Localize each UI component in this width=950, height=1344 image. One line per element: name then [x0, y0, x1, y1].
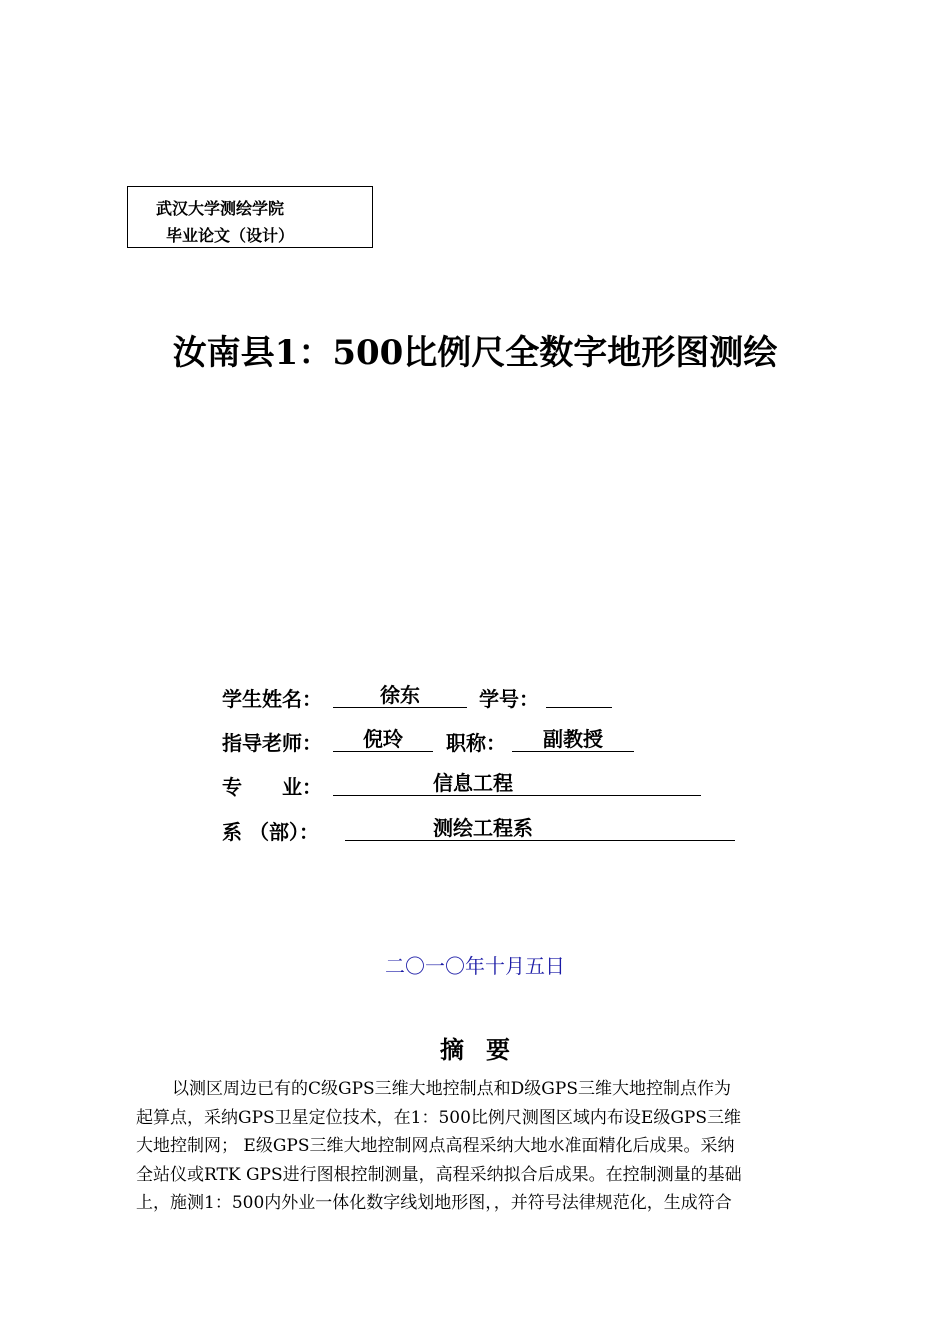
- advisor-label: 指导老师：: [222, 731, 322, 755]
- abstract-line: 以测区周边已有的C级GPS三维大地控制点和D级GPS三维大地控制点作为: [172, 1079, 731, 1099]
- abstract-line: 起算点，采纳GPS卫星定位技术，在1：500比例尺测图区域内布设E级GPS三维: [136, 1107, 742, 1128]
- student-id-value: [546, 683, 612, 708]
- abstract-line: 大地控制网； E级GPS三维大地控制网点高程采纳大地水准面精化后成果。采纳: [136, 1136, 735, 1156]
- abstract-line: 上，施测1：500内外业一体化数字线划地形图，，并符号法律规范化，生成符合: [136, 1193, 732, 1213]
- abstract-heading: 摘要: [440, 1035, 532, 1064]
- major-value: 信息工程: [333, 771, 701, 796]
- student-name-value: 徐东: [333, 683, 467, 708]
- major-label: 专 业：: [222, 775, 322, 799]
- school-info-box: [127, 186, 373, 248]
- abstract-line: 全站仪或RTK GPS进行图根控制测量，高程采纳拟合后成果。在控制测量的基础: [136, 1164, 742, 1185]
- advisor-value: 倪玲: [333, 727, 433, 752]
- submission-date: 二〇一〇年十月五日: [385, 954, 565, 978]
- department-label: 系 （部）：: [222, 820, 319, 844]
- rank-value: 副教授: [512, 727, 634, 752]
- thesis-title: 汝南县1：500比例尺全数字地形图测绘: [172, 333, 778, 373]
- department-value: 测绘工程系: [345, 816, 735, 841]
- rank-label: 职称：: [446, 731, 506, 755]
- school-name: 武汉大学测绘学院: [156, 199, 285, 218]
- thesis-type: 毕业论文（设计）: [166, 226, 295, 245]
- student-id-label: 学号：: [479, 687, 539, 711]
- abstract-body: [136, 1075, 826, 1218]
- student-name-label: 学生姓名：: [222, 687, 322, 711]
